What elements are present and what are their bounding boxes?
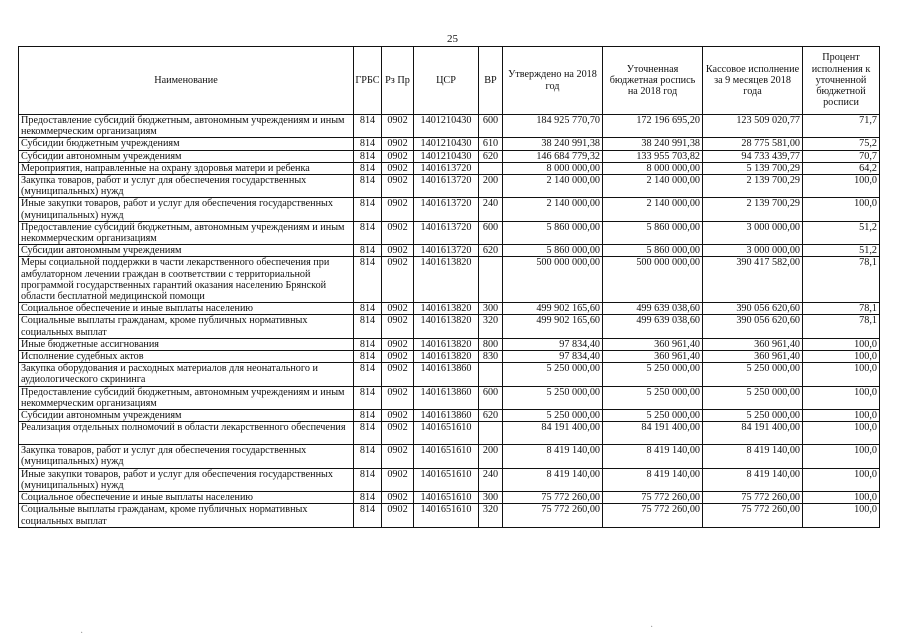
table-cell-grbs: 814	[354, 315, 382, 338]
table-row	[19, 351, 880, 363]
table-cell-name: Исполнение судебных актов	[19, 351, 354, 363]
table-cell-approved: 2 140 000,00	[503, 198, 603, 221]
table-cell-csr: 1401613820	[414, 315, 479, 338]
table-cell-csr: 1401613720	[414, 221, 479, 244]
table-cell-grbs: 814	[354, 410, 382, 422]
table-cell-percent: 100,0	[803, 504, 880, 527]
table-cell-refined: 5 250 000,00	[603, 410, 703, 422]
table-cell-cash: 94 733 439,77	[703, 150, 803, 162]
table-cell-rzpr: 0902	[382, 303, 414, 315]
table-cell-cash: 8 419 140,00	[703, 445, 803, 468]
table-cell-approved: 97 834,40	[503, 351, 603, 363]
table-cell-grbs: 814	[354, 492, 382, 504]
table-cell-refined: 5 250 000,00	[603, 386, 703, 409]
table-cell-approved: 8 419 140,00	[503, 445, 603, 468]
table-cell-csr: 1401210430	[414, 150, 479, 162]
table-cell-approved: 75 772 260,00	[503, 504, 603, 527]
table-cell-cash: 390 417 582,00	[703, 257, 803, 303]
table-body	[19, 115, 880, 528]
table-cell-vr: 320	[479, 315, 503, 338]
table-cell-rzpr: 0902	[382, 175, 414, 198]
table-cell-approved: 5 250 000,00	[503, 363, 603, 386]
table-cell-cash: 2 139 700,29	[703, 175, 803, 198]
table-cell-vr: 620	[479, 150, 503, 162]
table-cell-cash: 123 509 020,77	[703, 115, 803, 138]
table-cell-vr: 830	[479, 351, 503, 363]
table-cell-name: Предоставление субсидий бюджетным, автономным учреждениям и иным некоммерческим организациям	[19, 386, 354, 409]
col-rzpr-header: Рз Пр	[382, 47, 414, 115]
col-name-header: Наименование	[19, 47, 354, 115]
table-cell-csr: 1401210430	[414, 115, 479, 138]
table-row	[19, 422, 880, 445]
table-cell-percent: 100,0	[803, 386, 880, 409]
table-cell-rzpr: 0902	[382, 138, 414, 150]
table-cell-csr: 1401613720	[414, 198, 479, 221]
table-cell-grbs: 814	[354, 257, 382, 303]
table-cell-refined: 8 419 140,00	[603, 445, 703, 468]
table-row	[19, 386, 880, 409]
table-cell-csr: 1401651610	[414, 492, 479, 504]
table-cell-csr: 1401613720	[414, 162, 479, 174]
header-row	[19, 47, 880, 115]
table-cell-vr	[479, 422, 503, 445]
table-cell-rzpr: 0902	[382, 245, 414, 257]
table-cell-percent: 78,1	[803, 257, 880, 303]
table-cell-grbs: 814	[354, 221, 382, 244]
table-cell-name: Закупка товаров, работ и услуг для обеспечения государственных (муниципальных) нужд	[19, 175, 354, 198]
table-cell-vr: 620	[479, 410, 503, 422]
table-cell-name: Социальное обеспечение и иные выплаты населению	[19, 303, 354, 315]
table-cell-refined: 2 140 000,00	[603, 198, 703, 221]
table-cell-approved: 500 000 000,00	[503, 257, 603, 303]
table-cell-approved: 8 000 000,00	[503, 162, 603, 174]
table-cell-percent: 100,0	[803, 338, 880, 350]
scan-speck: ·	[650, 622, 654, 633]
table-cell-csr: 1401613820	[414, 303, 479, 315]
table-cell-refined: 84 191 400,00	[603, 422, 703, 445]
table-cell-refined: 133 955 703,82	[603, 150, 703, 162]
table-cell-percent: 64,2	[803, 162, 880, 174]
table-cell-approved: 146 684 779,32	[503, 150, 603, 162]
table-cell-name: Субсидии автономным учреждениям	[19, 245, 354, 257]
table-cell-rzpr: 0902	[382, 115, 414, 138]
table-cell-name: Реализация отдельных полномочий в области лекарственного обеспечения	[19, 422, 354, 445]
table-cell-csr: 1401651610	[414, 504, 479, 527]
table-cell-name: Мероприятия, направленные на охрану здоровья матери и ребенка	[19, 162, 354, 174]
table-cell-cash: 75 772 260,00	[703, 492, 803, 504]
table-cell-grbs: 814	[354, 303, 382, 315]
table-cell-refined: 499 639 038,60	[603, 303, 703, 315]
table-cell-vr: 240	[479, 198, 503, 221]
table-cell-vr: 600	[479, 386, 503, 409]
table-cell-vr	[479, 162, 503, 174]
col-cash-header: Кассовое исполнение за 9 месяцев 2018 года	[703, 47, 803, 115]
table-row	[19, 468, 880, 491]
table-cell-percent: 51,2	[803, 245, 880, 257]
table-cell-grbs: 814	[354, 363, 382, 386]
table-cell-vr: 240	[479, 468, 503, 491]
table-cell-name: Социальные выплаты гражданам, кроме публичных нормативных социальных выплат	[19, 315, 354, 338]
table-cell-approved: 38 240 991,38	[503, 138, 603, 150]
table-cell-rzpr: 0902	[382, 198, 414, 221]
table-cell-rzpr: 0902	[382, 504, 414, 527]
table-cell-name: Субсидии автономным учреждениям	[19, 410, 354, 422]
table-cell-vr: 600	[479, 221, 503, 244]
table-cell-csr: 1401613820	[414, 351, 479, 363]
table-cell-approved: 97 834,40	[503, 338, 603, 350]
table-cell-grbs: 814	[354, 504, 382, 527]
table-cell-rzpr: 0902	[382, 445, 414, 468]
table-cell-name: Меры социальной поддержки в части лекарственного обеспечения при амбулаторном лечении граждан в соответствии с территориальной программой государственных гарантий оказания населению Брянской области бесплатной медицинской помощи	[19, 257, 354, 303]
table-cell-cash: 3 000 000,00	[703, 245, 803, 257]
table-cell-csr: 1401613860	[414, 386, 479, 409]
table-cell-rzpr: 0902	[382, 363, 414, 386]
table-cell-cash: 390 056 620,60	[703, 315, 803, 338]
table-cell-name: Иные закупки товаров, работ и услуг для обеспечения государственных (муниципальных) нужд	[19, 198, 354, 221]
table-cell-rzpr: 0902	[382, 257, 414, 303]
table-row	[19, 303, 880, 315]
table-row	[19, 221, 880, 244]
col-grbs-header: ГРБС	[354, 47, 382, 115]
table-cell-csr: 1401651610	[414, 422, 479, 445]
table-cell-csr: 1401613720	[414, 175, 479, 198]
table-cell-cash: 5 250 000,00	[703, 410, 803, 422]
table-cell-refined: 499 639 038,60	[603, 315, 703, 338]
table-cell-refined: 38 240 991,38	[603, 138, 703, 150]
table-cell-refined: 5 250 000,00	[603, 363, 703, 386]
budget-table	[18, 46, 880, 528]
table-cell-percent: 75,2	[803, 138, 880, 150]
table-cell-approved: 8 419 140,00	[503, 468, 603, 491]
table-row	[19, 138, 880, 150]
table-cell-refined: 172 196 695,20	[603, 115, 703, 138]
table-cell-name: Закупка оборудования и расходных материалов для неонатального и аудиологического скрининга	[19, 363, 354, 386]
table-cell-percent: 100,0	[803, 351, 880, 363]
table-row	[19, 198, 880, 221]
table-cell-grbs: 814	[354, 175, 382, 198]
table-cell-name: Социальное обеспечение и иные выплаты населению	[19, 492, 354, 504]
table-cell-approved: 499 902 165,60	[503, 303, 603, 315]
table-cell-cash: 84 191 400,00	[703, 422, 803, 445]
table-row	[19, 504, 880, 527]
table-cell-approved: 75 772 260,00	[503, 492, 603, 504]
table-cell-vr	[479, 257, 503, 303]
col-refined-header: Уточненная бюджетная роспись на 2018 год	[603, 47, 703, 115]
table-cell-percent: 100,0	[803, 175, 880, 198]
table-cell-cash: 3 000 000,00	[703, 221, 803, 244]
table-cell-csr: 1401613820	[414, 257, 479, 303]
table-cell-cash: 8 419 140,00	[703, 468, 803, 491]
table-cell-percent: 78,1	[803, 303, 880, 315]
table-row	[19, 363, 880, 386]
table-cell-csr: 1401613720	[414, 245, 479, 257]
table-cell-csr: 1401613820	[414, 338, 479, 350]
table-cell-refined: 75 772 260,00	[603, 492, 703, 504]
table-cell-refined: 500 000 000,00	[603, 257, 703, 303]
table-cell-rzpr: 0902	[382, 492, 414, 504]
table-cell-refined: 5 860 000,00	[603, 221, 703, 244]
table-cell-grbs: 814	[354, 162, 382, 174]
table-row	[19, 492, 880, 504]
table-cell-rzpr: 0902	[382, 162, 414, 174]
table-cell-approved: 5 250 000,00	[503, 386, 603, 409]
table-cell-grbs: 814	[354, 351, 382, 363]
table-cell-approved: 184 925 770,70	[503, 115, 603, 138]
table-cell-name: Закупка товаров, работ и услуг для обеспечения государственных (муниципальных) нужд	[19, 445, 354, 468]
table-cell-grbs: 814	[354, 115, 382, 138]
table-cell-grbs: 814	[354, 338, 382, 350]
table-cell-name: Субсидии бюджетным учреждениям	[19, 138, 354, 150]
table-cell-vr: 300	[479, 303, 503, 315]
table-cell-approved: 5 860 000,00	[503, 221, 603, 244]
table-cell-refined: 8 000 000,00	[603, 162, 703, 174]
table-cell-rzpr: 0902	[382, 150, 414, 162]
col-approved-header: Утверждено на 2018 год	[503, 47, 603, 115]
table-row	[19, 257, 880, 303]
table-cell-csr: 1401651610	[414, 445, 479, 468]
table-row	[19, 245, 880, 257]
table-cell-cash: 5 250 000,00	[703, 363, 803, 386]
table-row	[19, 315, 880, 338]
table-cell-cash: 2 139 700,29	[703, 198, 803, 221]
table-cell-name: Предоставление субсидий бюджетным, автономным учреждениям и иным некоммерческим организациям	[19, 221, 354, 244]
table-row	[19, 410, 880, 422]
table-cell-cash: 390 056 620,60	[703, 303, 803, 315]
table-cell-rzpr: 0902	[382, 221, 414, 244]
table-cell-grbs: 814	[354, 422, 382, 445]
table-cell-percent: 100,0	[803, 422, 880, 445]
table-cell-refined: 360 961,40	[603, 351, 703, 363]
table-row	[19, 445, 880, 468]
table-cell-percent: 70,7	[803, 150, 880, 162]
table-cell-cash: 360 961,40	[703, 338, 803, 350]
table-row	[19, 175, 880, 198]
col-csr-header: ЦСР	[414, 47, 479, 115]
table-cell-vr: 600	[479, 115, 503, 138]
table-cell-name: Социальные выплаты гражданам, кроме публичных нормативных социальных выплат	[19, 504, 354, 527]
table-cell-percent: 100,0	[803, 198, 880, 221]
table-cell-rzpr: 0902	[382, 315, 414, 338]
table-cell-percent: 100,0	[803, 445, 880, 468]
table-cell-grbs: 814	[354, 245, 382, 257]
table-cell-vr	[479, 363, 503, 386]
table-cell-rzpr: 0902	[382, 338, 414, 350]
scan-speck: ·	[80, 628, 84, 639]
table-cell-vr: 800	[479, 338, 503, 350]
table-row	[19, 150, 880, 162]
table-cell-approved: 2 140 000,00	[503, 175, 603, 198]
table-cell-approved: 84 191 400,00	[503, 422, 603, 445]
col-percent-header: Процент исполнения к уточненной бюджетной росписи	[803, 47, 880, 115]
table-cell-percent: 100,0	[803, 410, 880, 422]
table-cell-grbs: 814	[354, 150, 382, 162]
table-row	[19, 115, 880, 138]
table-cell-percent: 100,0	[803, 492, 880, 504]
page-number: 25	[447, 33, 458, 45]
table-cell-percent: 71,7	[803, 115, 880, 138]
table-cell-rzpr: 0902	[382, 410, 414, 422]
table-cell-percent: 100,0	[803, 363, 880, 386]
table-cell-csr: 1401613860	[414, 410, 479, 422]
col-vr-header: ВР	[479, 47, 503, 115]
table-cell-name: Предоставление субсидий бюджетным, автономным учреждениям и иным некоммерческим организациям	[19, 115, 354, 138]
table-cell-refined: 5 860 000,00	[603, 245, 703, 257]
table-cell-grbs: 814	[354, 468, 382, 491]
table-cell-percent: 78,1	[803, 315, 880, 338]
table-cell-cash: 5 139 700,29	[703, 162, 803, 174]
table-cell-grbs: 814	[354, 138, 382, 150]
table-cell-vr: 620	[479, 245, 503, 257]
table-cell-csr: 1401613860	[414, 363, 479, 386]
table-cell-approved: 5 860 000,00	[503, 245, 603, 257]
table-cell-name: Иные бюджетные ассигнования	[19, 338, 354, 350]
table-cell-cash: 5 250 000,00	[703, 386, 803, 409]
table-cell-cash: 75 772 260,00	[703, 504, 803, 527]
table-cell-name: Субсидии автономным учреждениям	[19, 150, 354, 162]
table-cell-refined: 8 419 140,00	[603, 468, 703, 491]
table-cell-rzpr: 0902	[382, 351, 414, 363]
table-cell-refined: 360 961,40	[603, 338, 703, 350]
table-cell-rzpr: 0902	[382, 468, 414, 491]
table-cell-cash: 28 775 581,00	[703, 138, 803, 150]
table-cell-approved: 499 902 165,60	[503, 315, 603, 338]
table-cell-cash: 360 961,40	[703, 351, 803, 363]
table-cell-csr: 1401210430	[414, 138, 479, 150]
table-cell-rzpr: 0902	[382, 422, 414, 445]
table-cell-name: Иные закупки товаров, работ и услуг для обеспечения государственных (муниципальных) нужд	[19, 468, 354, 491]
table-cell-vr: 320	[479, 504, 503, 527]
table-cell-rzpr: 0902	[382, 386, 414, 409]
table-row	[19, 162, 880, 174]
table-cell-percent: 51,2	[803, 221, 880, 244]
table-cell-vr: 300	[479, 492, 503, 504]
table-cell-vr: 200	[479, 175, 503, 198]
table-cell-vr: 610	[479, 138, 503, 150]
table-row	[19, 338, 880, 350]
table-cell-refined: 75 772 260,00	[603, 504, 703, 527]
table-cell-refined: 2 140 000,00	[603, 175, 703, 198]
table-cell-percent: 100,0	[803, 468, 880, 491]
table-cell-approved: 5 250 000,00	[503, 410, 603, 422]
table-cell-grbs: 814	[354, 198, 382, 221]
table-cell-vr: 200	[479, 445, 503, 468]
table-cell-csr: 1401651610	[414, 468, 479, 491]
table-cell-grbs: 814	[354, 445, 382, 468]
table-cell-grbs: 814	[354, 386, 382, 409]
